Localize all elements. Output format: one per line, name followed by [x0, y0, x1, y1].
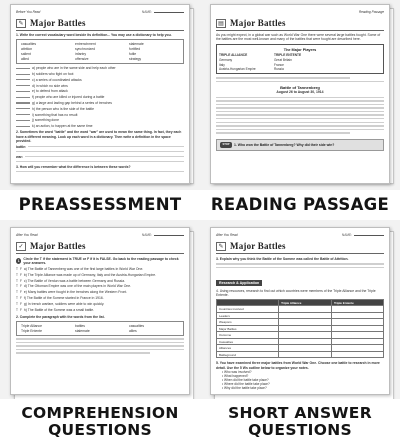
worksheet-preview: Before You Read NAME: ✎ Major Battles 1. Write the correct vocabulary word beside its definition... You may use a dictionary to help you. casualties entrenchment stalemate attrition synchronized fortified salient infantry futile allied offensive strategy a) people who are in the same side and help each other b) soldiers who fight on foot c) a series of coordinated attacks d) in which no side wins e) to defend from attack f) people who are killed or injured during a battle g) a large and lasting gap behind a series of trenches h) the person who is the side of the battle i) something that has no result j) something done k) an action, to happen at the same time 2. Sometimes the word "battle" and the word "war" are used to mean the same thing. In fact, they each have a different meaning. Look up each word in a dictionary. Then write a definition in the space provided. battle: war: 3. How will you remember what the difference is between these words? [10, 4, 190, 184]
brand-text: Reading Passage [358, 10, 384, 14]
card-preassessment[interactable] [0, 0, 200, 222]
research-heading: Research & Application [216, 280, 262, 286]
card-label-line-2: QUESTIONS [248, 421, 352, 439]
brand-text: Before You Read [16, 10, 41, 14]
card-reading-passage[interactable] [200, 0, 400, 222]
question-2: 2. Sometimes the word "battle" and the word "war" are used to mean the same thing. In fact, they each have a different meaning. Look up each word in a dictionary. Then write a definition in the space provided. [16, 130, 182, 143]
sheet-title: Major Battles [230, 18, 286, 28]
worksheet-preview [10, 227, 190, 395]
label-band [0, 399, 200, 445]
sheet-title: Major Battles [230, 241, 286, 251]
players-panel: The Major Players TRIPLE ALLIANCE TRIPLE ENTENTE Germany Great Britain Italy France Austria-Hungarian Empire Russia [216, 44, 384, 74]
true-false-list: T F a) The Battle of Tannenberg was one of the first large battles in World War One. T F b) The Triple Alliance was made up of Germany, Italy and the Austria-Hungarian Empire. T F c) The Battle of Verdun was a battle between Germany and Russia. T F d) The Ottoman Empire was one of the main players in World War One. T F e) Many battles were fought in the trenches along the Western Front. T F f) The Battle of the Somme started in France in 1916. T F g) In trench warfare, soldiers were able to win quickly. T F h) The Battle of the Somme was a small battle. [16, 267, 157, 312]
worksheet-preview [210, 227, 390, 395]
worksheet-preview [210, 4, 390, 184]
check-icon: ✓ [16, 242, 26, 251]
question-1: 1. Write the correct vocabulary word beside its definition... You may use a dictionary to help you. [16, 33, 172, 37]
brand-text: After You Read [16, 233, 38, 237]
question-3: 3. Explain why you think the Battle of the Somme was called the Battle of Attrition. [216, 257, 349, 261]
definition-list: a) people who are in the same side and help each other b) soldiers who fight on foot c) a series of coordinated attacks d) in which no side wins e) to defend from attack f) people who are killed or injured during a battle g) a large and lasting gap behind a series of trenches h) the person who is the side of the battle i) something that has no result j) something done k) an action, to happen at the same time [16, 66, 184, 128]
name-line [154, 12, 184, 13]
label-band [0, 190, 200, 220]
sheet-header [216, 232, 384, 238]
question-3: 3. How will you remember what the difference is between these words? [16, 164, 131, 169]
panel-title: The Major Players [283, 48, 317, 53]
section-title: Battle of Tannenberg [280, 85, 320, 91]
sheet-header [16, 232, 184, 238]
name-label: NAME: [141, 10, 152, 14]
sheet-title: Major Battles [30, 18, 86, 28]
five-ws-list: • Who was involved? • What happened? • When did the battle take place? • Where did the battle take place? • Why did the battle take place? [222, 369, 270, 390]
intro-text: As you might expect, in a global war such as World War One there were several large battles fought. Some of the battles are the most well-known and many of the battles that were fought are described here. [216, 33, 381, 42]
question-2: 2. Complete the paragraph with the words from the list. [16, 314, 105, 319]
label-band [200, 190, 400, 220]
stop-callout: STOP 1. Who won the Battle of Tannenberg? Why did their side win? [216, 139, 384, 151]
pencil-icon: ✎ [216, 242, 226, 251]
name-line [354, 235, 384, 236]
card-comprehension-questions[interactable] [0, 223, 200, 445]
sheet-title: Major Battles [30, 241, 86, 251]
instruction: 1 Circle the T if the statement is TRUE or F if it is FALSE. Go back to the reading passage to check your answers. [17, 257, 179, 266]
sheet-header [216, 9, 384, 15]
word-box: casualties entrenchment stalemate attrition synchronized fortified salient infantry futile allied offensive strategy [16, 39, 184, 64]
name-label: NAME: [141, 233, 152, 237]
card-label: PREASSESSMENT [18, 194, 182, 214]
card-label-line-1: SHORT ANSWER [228, 404, 372, 422]
card-label-line-1: COMPREHENSION [21, 404, 179, 422]
question-4: 4. Using resources, research to find out which countries were members of the Triple Alliance and the Triple Entente. [216, 288, 376, 297]
label-band [200, 399, 400, 445]
word-list: Triple Alliance battles casualties Triple Entente stalemate allies [16, 321, 184, 336]
section-date: August 26 to August 30, 1914 [276, 90, 324, 95]
pencil-icon: ✎ [16, 19, 26, 28]
stop-badge: STOP [220, 142, 232, 148]
card-label: READING PASSAGE [210, 194, 390, 214]
research-table: Triple Alliance Triple Entente Countries involved Leaders Weapons Major Battles Outcome Casualties Alliances Battleground [216, 299, 384, 359]
sheet-header [16, 9, 184, 15]
book-icon: ▤ [216, 19, 226, 28]
card-label-line-2: QUESTIONS [48, 421, 152, 439]
question-5: 5. You have examined three major battles from World War One. Choose one battle to research in more detail. Use the 5 Ws outline below to organize your notes. [216, 361, 380, 370]
name-label: NAME: [341, 233, 352, 237]
card-short-answer-questions[interactable] [200, 223, 400, 445]
brand-text: After You Read [216, 233, 238, 237]
name-line [154, 235, 184, 236]
